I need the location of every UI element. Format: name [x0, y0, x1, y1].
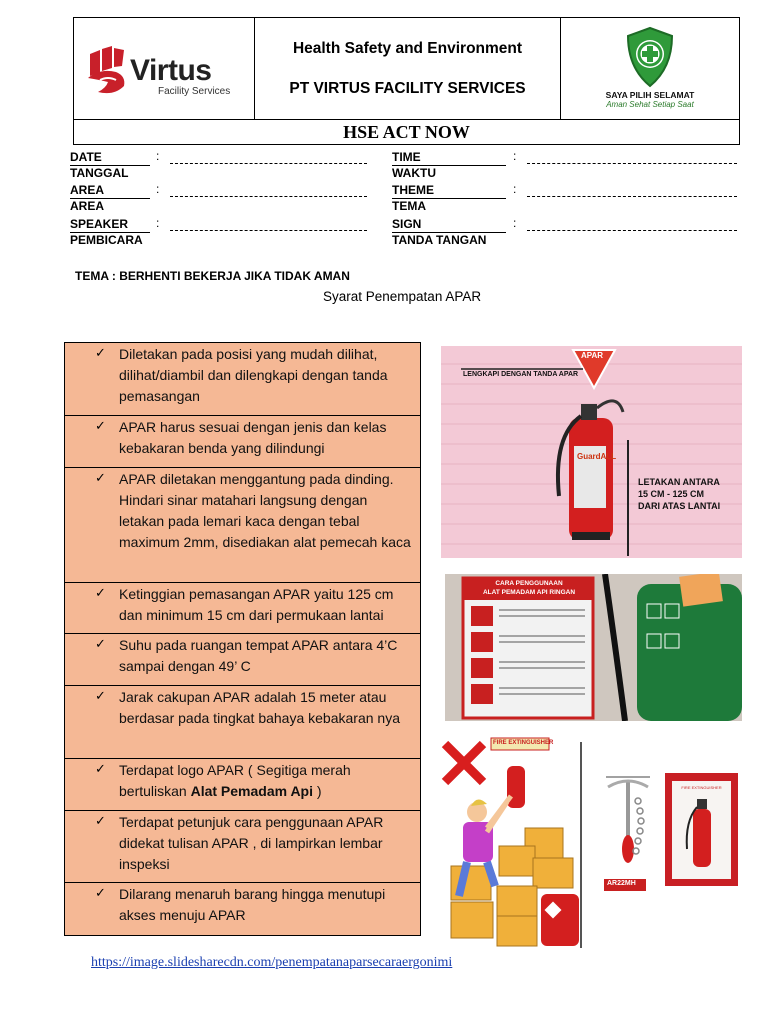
- sign-label-id: TANDA TANGAN: [392, 233, 487, 247]
- time-field[interactable]: [527, 163, 737, 164]
- checkmark-icon: ✓: [95, 345, 106, 360]
- time-label-en: TIME: [392, 150, 421, 164]
- glass-cabinet-photo: [665, 773, 738, 886]
- cabinet-label: FIRE EXTINGUISHER: [681, 785, 722, 790]
- checklist-text: Dilarang menaruh barang hingga menutupi akses menuju APAR: [119, 886, 386, 923]
- poster-title-line1: CARA PENGGUNAAN: [495, 580, 563, 587]
- area-colon: :: [156, 182, 160, 196]
- theme-label-id: TEMA: [392, 199, 426, 213]
- poster-title: [467, 579, 591, 597]
- header-title-line2: PT VIRTUS FACILITY SERVICES: [289, 80, 526, 97]
- checklist-text: Jarak cakupan APAR adalah 15 meter atau berdasar pada tingkat bahaya kebakaran nya: [119, 689, 400, 726]
- checklist-row: [64, 342, 421, 416]
- company-logo-cell: [74, 18, 255, 119]
- checkmark-icon: ✓: [95, 813, 106, 828]
- fire-extinguisher-sign-label: FIRE EXTINGUISHER: [493, 740, 554, 746]
- checklist-text: Diletakan pada posisi yang mudah dilihat, dilihat/diambil dan dilengkapi dengan tanda pemasangan: [119, 346, 388, 404]
- area-underline: [70, 198, 150, 199]
- time-label-id: WAKTU: [392, 166, 436, 180]
- checkmark-icon: ✓: [95, 885, 106, 900]
- sign-underline: [392, 232, 506, 233]
- usage-poster-photo: [445, 574, 742, 721]
- hook-model-label: AR22MH: [607, 880, 636, 887]
- checkmark-icon: ✓: [95, 418, 106, 433]
- safety-badge-title: SAYA PILIH SELAMAT: [605, 90, 695, 100]
- poster-title-line2: ALAT PEMADAM API RINGAN: [482, 589, 576, 596]
- virtus-logo-icon: [86, 46, 130, 96]
- apar-sign-label: APAR: [581, 351, 604, 360]
- checklist-row: [64, 810, 421, 883]
- company-logo-word: Virtus: [130, 54, 212, 87]
- speaker-label-en: SPEAKER: [70, 217, 129, 231]
- lengkapi-label: LENGKAPI DENGAN TANDA APAR: [463, 371, 579, 378]
- sign-label-en: SIGN: [392, 217, 422, 231]
- checkmark-icon: ✓: [95, 688, 106, 703]
- date-colon: :: [156, 149, 160, 163]
- time-colon: :: [513, 149, 517, 163]
- wall-hook-photo: [600, 771, 658, 895]
- letakan-line3: DARI ATAS LANTAI: [638, 501, 721, 511]
- checkmark-icon: ✓: [95, 636, 106, 651]
- checklist-text: APAR harus sesuai dengan jenis dan kelas kebakaran benda yang dilindungi: [119, 419, 387, 456]
- letakan-line1: LETAKAN ANTARA: [638, 477, 720, 487]
- speaker-field[interactable]: [170, 230, 367, 231]
- date-label-en: DATE: [70, 150, 102, 164]
- act-title: HSE ACT NOW: [343, 122, 470, 142]
- letakan-label: [638, 476, 720, 512]
- tema-line: TEMA : BERHENTI BEKERJA JIKA TIDAK AMAN: [75, 269, 350, 283]
- checklist-row: [64, 685, 421, 759]
- checklist-row: [64, 633, 421, 686]
- apar-placement-photo: [441, 346, 742, 558]
- checklist-row: [64, 582, 421, 634]
- area-field[interactable]: [170, 196, 367, 197]
- act-title-row: [74, 119, 739, 145]
- checklist-text: APAR diletakan menggantung pada dinding. Hindari sinar matahari langsung dengan letakan pada lemari kaca dengan tebal maximum 2mm, disediakan alat pemecah kaca: [119, 471, 411, 550]
- source-link[interactable]: https://image.slidesharecdn.com/penempatanaparsecaraergonimi: [91, 955, 453, 970]
- speaker-underline: [70, 232, 150, 233]
- checklist-row: [64, 415, 421, 468]
- date-field[interactable]: [170, 163, 367, 164]
- blocked-access-image: [441, 736, 591, 948]
- speaker-label-id: PEMBICARA: [70, 233, 143, 247]
- sign-field[interactable]: [527, 230, 737, 231]
- section-subtitle: Syarat Penempatan APAR: [323, 289, 482, 304]
- checklist-text: Ketinggian pemasangan APAR yaitu 125 cm dan minimum 15 cm dari permukaan lantai: [119, 586, 394, 623]
- letakan-line2: 15 CM - 125 CM: [638, 489, 705, 499]
- checklist-bold-phrase: Alat Pemadam Api: [190, 783, 313, 799]
- time-underline: [392, 165, 506, 166]
- checklist-text: Suhu pada ruangan tempat APAR antara 4’C sampai dengan 49’ C: [119, 637, 398, 674]
- theme-field[interactable]: [527, 196, 737, 197]
- extinguisher-brand-label: GuardALL: [577, 452, 617, 461]
- wall-hook-image: [600, 771, 658, 895]
- speaker-colon: :: [156, 216, 160, 230]
- checklist-row: [64, 467, 421, 583]
- checkmark-icon: ✓: [95, 585, 106, 600]
- sign-colon: :: [513, 216, 517, 230]
- header-title-cell: [255, 18, 561, 119]
- company-logo-subtitle: Facility Services: [158, 86, 231, 97]
- date-label-id: TANGGAL: [70, 166, 129, 180]
- header-title-line1: Health Safety and Environment: [292, 40, 523, 57]
- theme-label-en: THEME: [392, 183, 434, 197]
- blocked-access-illustration: [441, 736, 591, 948]
- safety-badge-tagline: Aman Sehat Setiap Saat: [606, 100, 694, 109]
- area-label-en: AREA: [70, 183, 105, 197]
- checklist-text: Terdapat petunjuk cara penggunaan APAR didekat tulisan APAR , di lampirkan lembar inspeksi: [119, 814, 384, 872]
- checkmark-icon: ✓: [95, 761, 106, 776]
- checkmark-icon: ✓: [95, 470, 106, 485]
- checklist-row: [64, 882, 421, 936]
- safety-badge-cell: [561, 18, 739, 119]
- theme-underline: [392, 198, 506, 199]
- safety-shield-icon: [624, 26, 676, 88]
- date-underline: [70, 165, 150, 166]
- area-label-id: AREA: [70, 199, 105, 213]
- checklist-row: [64, 758, 421, 811]
- header-table: [73, 17, 740, 145]
- checklist-text: Terdapat logo APAR ( Segitiga merah bertuliskan Alat Pemadam Api ): [119, 762, 351, 799]
- theme-colon: :: [513, 182, 517, 196]
